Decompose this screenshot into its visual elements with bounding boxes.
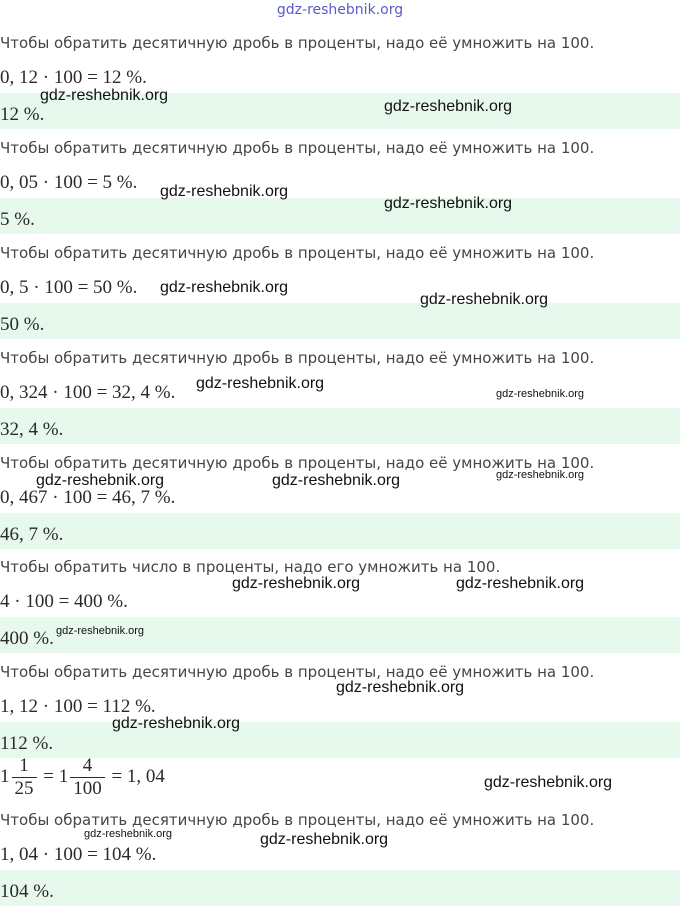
- rule-text: Чтобы обратить десятичную дробь в проценты, надо её умножить на 100.: [0, 349, 595, 367]
- mixed-whole-1: 1: [0, 765, 10, 787]
- watermark-text: gdz-reshebnik.org: [420, 291, 549, 308]
- watermark-text: gdz-reshebnik.org: [484, 774, 613, 791]
- answer-highlight: [0, 303, 680, 339]
- formula: 0, 12 · 100 = 12 %.: [0, 67, 147, 88]
- watermark-text: gdz-reshebnik.org: [336, 679, 465, 696]
- rule-text: Чтобы обратить десятичную дробь в проценты, надо её умножить на 100.: [0, 811, 595, 829]
- equals-result: = 1, 04: [111, 765, 165, 787]
- answer-text: 400 %.: [0, 628, 54, 649]
- watermark-text: gdz-reshebnik.org: [384, 195, 513, 212]
- answer-text: 50 %.: [0, 314, 45, 335]
- watermark-text: gdz-reshebnik.org: [84, 828, 173, 840]
- rule-text: Чтобы обратить десятичную дробь в проценты, надо её умножить на 100.: [0, 34, 595, 52]
- watermark-text: gdz-reshebnik.org: [272, 472, 401, 489]
- watermark-text: gdz-reshebnik.org: [196, 375, 325, 392]
- watermark-text: gdz-reshebnik.org: [384, 98, 513, 115]
- fraction-1-numerator: 1: [12, 755, 37, 778]
- rule-text: Чтобы обратить десятичную дробь в проценты, надо её умножить на 100.: [0, 139, 595, 157]
- answer-text: 46, 7 %.: [0, 524, 64, 545]
- formula: 1, 04 · 100 = 104 %.: [0, 844, 157, 865]
- equals-sign-1: =: [43, 765, 54, 787]
- answer-text: 104 %.: [0, 881, 54, 902]
- formula: 0, 324 · 100 = 32, 4 %.: [0, 382, 176, 403]
- answer-highlight: [0, 513, 680, 549]
- answer-highlight: [0, 722, 680, 758]
- fraction-2: [70, 755, 105, 800]
- mixed-number-conversion: [0, 755, 165, 805]
- watermark-text: gdz-reshebnik.org: [56, 625, 145, 637]
- formula: 0, 467 · 100 = 46, 7 %.: [0, 487, 176, 508]
- watermark-text: gdz-reshebnik.org: [260, 831, 389, 848]
- watermark-text: gdz-reshebnik.org: [232, 575, 361, 592]
- watermark-text: gdz-reshebnik.org: [160, 183, 289, 200]
- watermark-text: gdz-reshebnik.org: [112, 715, 241, 732]
- fraction-2-numerator: 4: [70, 755, 105, 778]
- answer-text: 12 %.: [0, 104, 45, 125]
- fraction-2-denominator: 100: [73, 778, 102, 799]
- rule-text: Чтобы обратить десятичную дробь в проценты, надо её умножить на 100.: [0, 454, 595, 472]
- formula: 0, 05 · 100 = 5 %.: [0, 172, 138, 193]
- mixed-whole-2: 1: [58, 765, 69, 787]
- rule-text: Чтобы обратить число в проценты, надо его умножить на 100.: [0, 558, 501, 576]
- watermark-text: gdz-reshebnik.org: [40, 87, 169, 104]
- answer-text: 112 %.: [0, 733, 54, 754]
- answer-highlight: [0, 870, 680, 906]
- formula: 0, 5 · 100 = 50 %.: [0, 277, 138, 298]
- rule-text: Чтобы обратить десятичную дробь в проценты, надо её умножить на 100.: [0, 244, 595, 262]
- formula: 4 · 100 = 400 %.: [0, 591, 128, 612]
- watermark-text: gdz-reshebnik.org: [496, 388, 585, 400]
- site-watermark: gdz-reshebnik.org: [276, 2, 404, 18]
- answer-text: 5 %.: [0, 209, 35, 230]
- watermark-text: gdz-reshebnik.org: [456, 575, 585, 592]
- answer-text: 32, 4 %.: [0, 419, 64, 440]
- formula: 1, 12 · 100 = 112 %.: [0, 696, 156, 717]
- fraction-1-denominator: 25: [14, 778, 34, 799]
- watermark-text: gdz-reshebnik.org: [496, 469, 585, 481]
- watermark-text: gdz-reshebnik.org: [36, 472, 165, 489]
- rule-text: Чтобы обратить десятичную дробь в проценты, надо её умножить на 100.: [0, 663, 595, 681]
- answer-highlight: [0, 198, 680, 234]
- answer-highlight: [0, 408, 680, 444]
- watermark-text: gdz-reshebnik.org: [160, 279, 289, 296]
- fraction-1: [12, 755, 37, 800]
